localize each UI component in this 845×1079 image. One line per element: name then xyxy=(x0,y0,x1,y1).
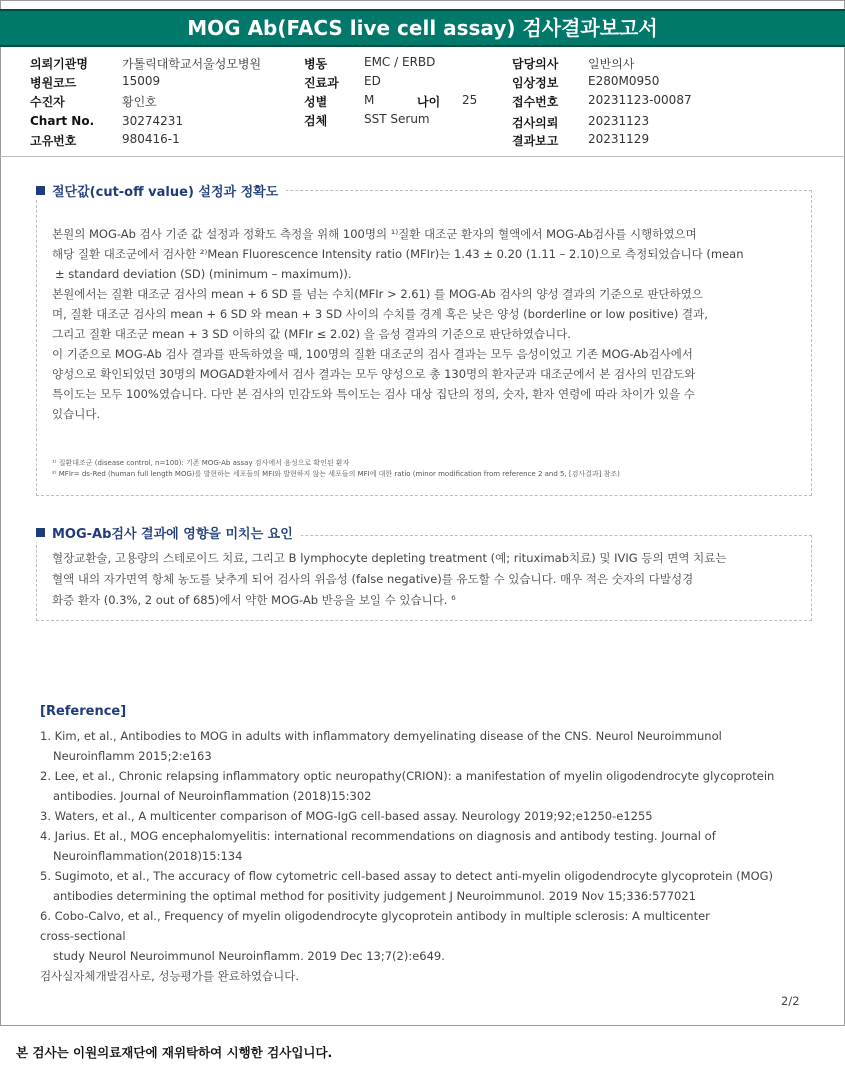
info-label: 고유번호 xyxy=(30,134,77,148)
info-label: 임상정보 xyxy=(512,76,559,90)
reference-line: 2. Lee, et al., Chronic relapsing inflammatory optic neuropathy(CRION): a manifestation of myelin oligodendrocyte glycoprotein xyxy=(40,769,775,783)
report-title: MOG Ab(FACS live cell assay) 검사결과보고서 xyxy=(0,9,845,47)
text-line: 특이도는 모두 100%였습니다. 다만 본 검사의 민감도와 특이도는 검사 대상 집단의 정의, 숫자, 환자 연령에 따라 차이가 있을 수 xyxy=(52,387,695,401)
text-line: 양성으로 확인되었던 30명의 MOGAD환자에서 검사 결과는 모두 양성으로 총 130명의 환자군과 대조군에서 본 검사의 민감도와 xyxy=(52,367,696,381)
info-value: 일반의사 xyxy=(588,57,635,71)
info-value: 15009 xyxy=(122,74,161,88)
text-line: 그리고 질환 대조군 mean + 3 SD 이하의 값 (MFIr ≤ 2.02) 을 음성 결과의 기준으로 판단하였습니다. xyxy=(52,327,571,341)
footnote-2: ²⁾ MFIr= ds-Red (human full length MOG)를 발현하는 세포들의 MFI와 발현하지 않는 세포들의 MFI에 대한 ratio (minor modification from reference 2 and 5, [검사결과] 참조) xyxy=(52,470,620,478)
reference-line: Neuroinflamm 2015;2:e163 xyxy=(53,749,212,763)
text-line: 화증 환자 (0.3%, 2 out of 685)에서 약한 MOG-Ab 반응을 보일 수 있습니다. ⁶ xyxy=(52,593,456,607)
reference-line: study Neurol Neuroimmunol Neuroinflamm. 2019 Dec 13;7(2):e649. xyxy=(53,949,445,963)
reference-line: 검사실자체개발검사로, 성능평가를 완료하였습니다. xyxy=(40,969,300,983)
section-bullet xyxy=(36,186,45,195)
info-label: 검사의뢰 xyxy=(512,116,559,130)
info-label: 접수번호 xyxy=(512,95,559,109)
info-value: 황인호 xyxy=(122,95,157,109)
info-value: EMC / ERBD xyxy=(364,55,436,69)
outsourcing-note: 본 검사는 이원의료재단에 재위탁하여 시행한 검사입니다. xyxy=(16,1045,333,1060)
info-label: 성별 xyxy=(304,95,328,109)
footnote-1: ¹⁾ 질환대조군 (disease control, n=100): 기존 MOG-Ab assay 검사에서 음성으로 확인된 환자 xyxy=(52,459,350,467)
info-value: M xyxy=(364,93,375,107)
info-value: SST Serum xyxy=(364,112,430,126)
text-line: ± standard deviation (SD) (minimum – maximum)). xyxy=(55,267,352,281)
info-label: Chart No. xyxy=(30,114,95,128)
header-divider xyxy=(0,156,845,157)
info-value: 20231123-00087 xyxy=(588,93,692,107)
text-line: 있습니다. xyxy=(52,407,101,421)
text-line: 이 기준으로 MOG-Ab 검사 결과를 판독하였을 때, 100명의 질환 대조군의 검사 결과는 모두 음성이었고 기존 MOG-Ab검사에서 xyxy=(52,347,693,361)
page-number: 2/2 xyxy=(781,994,800,1008)
text-line: 혈액 내의 자가면역 항체 농도를 낮추게 되어 검사의 위음성 (false negative)를 유도할 수 있습니다. 매우 적은 숫자의 다발성경 xyxy=(52,572,694,586)
text-line: 며, 질환 대조군 검사의 mean + 6 SD 와 mean + 3 SD 사이의 수치를 경계 혹은 낮은 양성 (borderline or low positive) 결과, xyxy=(52,307,708,321)
info-label: 병동 xyxy=(304,57,328,71)
info-label: 결과보고 xyxy=(512,134,559,148)
section-bullet xyxy=(36,528,45,537)
info-value: 980416-1 xyxy=(122,132,180,146)
info-label: 병원코드 xyxy=(30,76,77,90)
reference-line: antibodies determining the optimal method for positivity judgement J Neuroimmunol. 2019 Nov 15;336:577021 xyxy=(53,889,696,903)
factors-heading-text: MOG-Ab검사 결과에 영향을 미치는 요인 xyxy=(52,527,293,542)
reference-line: 3. Waters, et al., A multicenter comparison of MOG-IgG cell-based assay. Neurology 2019;92;e1250-e1255 xyxy=(40,809,653,823)
info-value: 20231123 xyxy=(588,114,650,128)
text-line: 해당 질환 대조군에서 검사한 ²⁾Mean Fluorescence Intensity ratio (MFIr)는 1.43 ± 0.20 (1.11 – 2.10)으로 측정되었습니다 (mean xyxy=(52,247,744,261)
age-label: 나이 xyxy=(417,95,441,109)
factors-paragraph xyxy=(52,548,812,611)
info-value: 가톨릭대학교서울성모병원 xyxy=(122,57,262,71)
reference-line: 1. Kim, et al., Antibodies to MOG in adults with inflammatory demyelinating disease of the CNS. Neurol Neuroimmunol xyxy=(40,729,722,743)
text-line: 본원의 MOG-Ab 검사 기준 값 설정과 정확도 측정을 위해 100명의 ¹⁾질환 대조군 환자의 혈액에서 MOG-Ab검사를 시행하였으며 xyxy=(52,227,697,241)
reference-line: cross-sectional xyxy=(40,929,126,943)
reference-heading: [Reference] xyxy=(40,704,127,719)
info-value: 30274231 xyxy=(122,114,184,128)
info-label: 수진자 xyxy=(30,95,65,109)
info-label: 진료과 xyxy=(304,76,339,90)
cutoff-paragraph xyxy=(52,224,812,424)
cutoff-section-heading xyxy=(36,181,286,200)
info-value: 20231129 xyxy=(588,132,650,146)
age-value: 25 xyxy=(462,93,478,107)
info-label: 의뢰기관명 xyxy=(30,57,88,71)
reference-line: 4. Jarius. Et al., MOG encephalomyelitis: international recommendations on diagnosis and antibody testing. Journal of xyxy=(40,829,716,843)
reference-line: 5. Sugimoto, et al., The accuracy of flow cytometric cell-based assay to detect anti-myelin oligodendrocyte glycoprotein (MOG) xyxy=(40,869,774,883)
reference-line: 6. Cobo-Calvo, et al., Frequency of myelin oligodendrocyte glycoprotein antibody in multiple sclerosis: A multicenter xyxy=(40,909,710,923)
info-label: 담당의사 xyxy=(512,57,559,71)
cutoff-heading-text: 절단값(cut-off value) 설정과 정확도 xyxy=(52,185,279,200)
reference-line: Neuroinflammation(2018)15:134 xyxy=(53,849,243,863)
info-value: ED xyxy=(364,74,381,88)
reference-list xyxy=(40,726,810,986)
info-label: 검체 xyxy=(304,114,328,128)
info-value: E280M0950 xyxy=(588,74,660,88)
text-line: 혈장교환술, 고용량의 스테로이드 치료, 그리고 B lymphocyte depleting treatment (예; rituximab치료) 및 IVIG 등의 면역 치료는 xyxy=(52,551,727,565)
factors-section-heading xyxy=(36,523,301,542)
reference-line: antibodies. Journal of Neuroinflammation (2018)15:302 xyxy=(53,789,372,803)
text-line: 본원에서는 질환 대조군 검사의 mean + 6 SD 를 넘는 수치(MFIr > 2.61) 를 MOG-Ab 검사의 양성 결과의 기준으로 판단하였으 xyxy=(52,287,703,301)
